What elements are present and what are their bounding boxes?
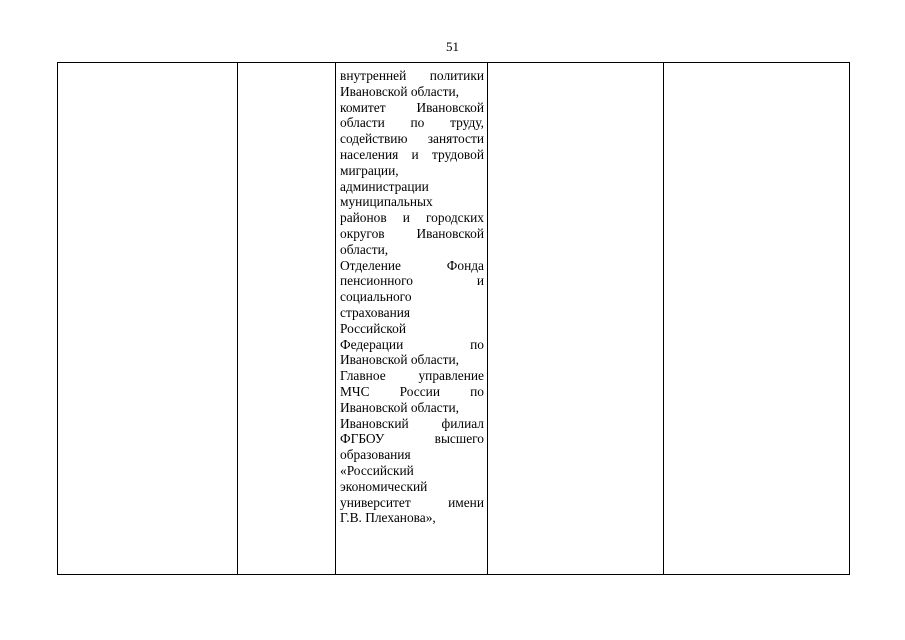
text-line: пенсионного и [340, 273, 484, 289]
text-line: муниципальных [340, 194, 433, 210]
text-line: страхования [340, 304, 411, 320]
text-line: Ивановской области, [340, 352, 459, 368]
table-cell-2 [238, 63, 336, 575]
text-line: внутренней политики [340, 68, 484, 83]
text-line: социального [340, 289, 412, 305]
text-line: содействию занятости [340, 131, 484, 147]
text-line: образования [340, 447, 411, 463]
table-cell-5 [664, 63, 850, 575]
text-line: комитет Ивановской [340, 99, 484, 115]
executors-text [336, 63, 487, 526]
text-line: Российской [340, 320, 406, 336]
text-line: Г.В. Плеханова», [340, 510, 436, 526]
text-line: округов Ивановской [340, 225, 484, 241]
text-line: Отделение Фонда [340, 257, 484, 273]
text-line: районов и городских [340, 210, 484, 226]
text-line: Ивановской области, [340, 399, 459, 415]
table-cell-4 [488, 63, 664, 575]
text-line: ФГБОУ высшего [340, 431, 484, 447]
text-line: области, [340, 241, 389, 257]
page-number: 51 [446, 39, 459, 54]
text-line: Ивановской области, [340, 83, 459, 99]
text-line: населения и трудовой [340, 146, 484, 162]
table-cell-1 [58, 63, 238, 575]
text-line: миграции, [340, 162, 399, 178]
text-line: экономический [340, 478, 428, 494]
table-cell-3 [336, 63, 488, 575]
text-line: Главное управление [340, 368, 484, 384]
table-row [58, 63, 850, 575]
document-table [57, 62, 850, 575]
text-line: Ивановский филиал [340, 415, 484, 431]
text-line: университет имени [340, 494, 484, 510]
text-line: области по труду, [340, 115, 484, 131]
text-line: администрации [340, 178, 429, 194]
text-line: МЧС России по [340, 383, 484, 399]
text-line: Федерации по [340, 336, 484, 352]
text-line: «Российский [340, 462, 414, 478]
